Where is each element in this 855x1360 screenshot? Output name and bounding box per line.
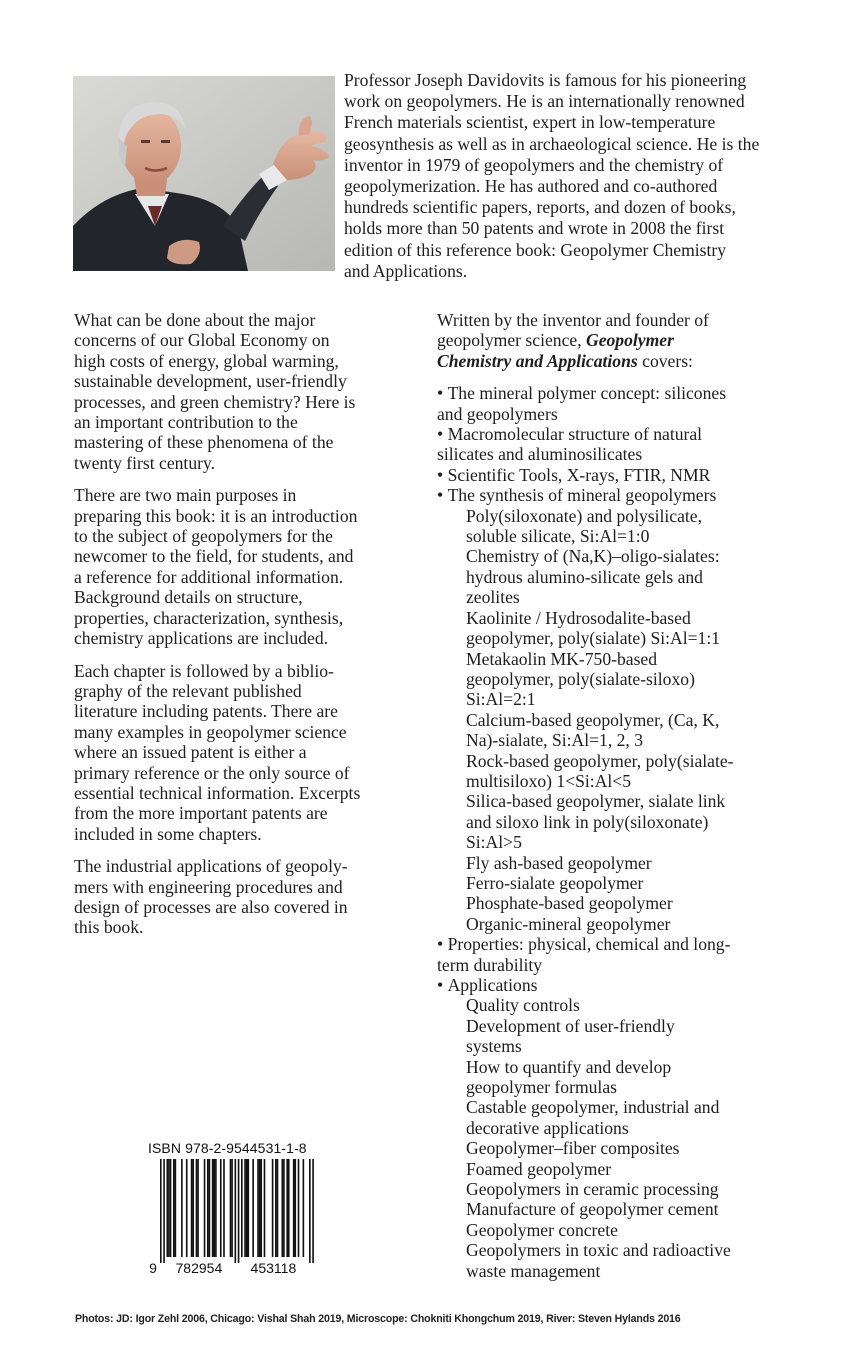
paragraph-line: sustainable development, user-friendly bbox=[74, 371, 347, 392]
isbn-barcode bbox=[148, 1140, 323, 1275]
bio-line: holds more than 50 patents and wrote in 2008 the first bbox=[344, 218, 725, 239]
barcode-bar bbox=[173, 1159, 175, 1257]
description-paragraph bbox=[74, 661, 406, 845]
barcode-icon bbox=[148, 1159, 323, 1275]
bio-line: geopolymerization. He has authored and co-authored bbox=[344, 176, 718, 197]
contents-subitem: Development of user-friendly bbox=[466, 1015, 675, 1036]
bio-line: inventor in 1979 of geopolymers and the chemistry of bbox=[344, 154, 724, 175]
paragraph-line: from the more important patents are bbox=[74, 803, 328, 824]
barcode-bar bbox=[283, 1159, 285, 1257]
barcode-bar bbox=[244, 1159, 246, 1257]
paragraph-line: preparing this book: it is an introduction bbox=[74, 505, 358, 526]
barcode-bar bbox=[241, 1159, 243, 1257]
contents-bullet: • The mineral polymer concept: silicones bbox=[437, 383, 777, 403]
bio-line: hundreds scientific papers, reports, and dozen of books, bbox=[344, 197, 736, 218]
barcode-bar bbox=[212, 1159, 214, 1257]
book-title-cont: Chemistry and Applications bbox=[437, 350, 638, 371]
contents-subitem: geopolymer, poly(sialate-siloxo) bbox=[466, 668, 695, 689]
contents-subitem: How to quantify and develop bbox=[466, 1056, 672, 1077]
barcode-digits: 453118 bbox=[250, 1260, 297, 1275]
barcode-bar bbox=[312, 1159, 314, 1263]
barcode-bar bbox=[160, 1159, 162, 1263]
contents-subitem: Metakaolin MK-750-based bbox=[466, 648, 658, 669]
barcode-bar bbox=[196, 1159, 198, 1257]
barcode-bar bbox=[260, 1159, 262, 1257]
barcode-bar bbox=[247, 1159, 249, 1257]
contents-subitem: Geopolymer concrete bbox=[466, 1219, 618, 1240]
barcode-bar bbox=[286, 1159, 288, 1257]
contents-continuation: term durability bbox=[437, 954, 543, 975]
contents-subitem: Ferro-sialate geopolymer bbox=[466, 872, 644, 893]
contents-subitem: hydrous alumino-silicate gels and bbox=[466, 566, 703, 587]
paragraph-line: What can be done about the major bbox=[74, 310, 316, 330]
barcode-digits: 9 bbox=[149, 1260, 157, 1275]
barcode-bar bbox=[294, 1159, 296, 1257]
barcode-bar bbox=[303, 1159, 305, 1257]
contents-subitem: Poly(siloxonate) and polysilicate, bbox=[466, 505, 703, 526]
paragraph-line: primary reference or the only source of bbox=[74, 762, 350, 783]
contents-subitem: Silica-based geopolymer, sialate link bbox=[466, 791, 726, 812]
barcode-digits: 782954 bbox=[175, 1260, 223, 1275]
paragraph-line: an important contribution to the bbox=[74, 412, 298, 433]
bio-line: Professor Joseph Davidovits is famous for his pioneering bbox=[344, 70, 747, 90]
barcode-bar bbox=[238, 1159, 240, 1263]
paragraph-line: The industrial applications of geopoly- bbox=[74, 856, 348, 877]
contents-subitem: Kaolinite / Hydrosodalite-based bbox=[466, 607, 691, 628]
paragraph-line: mers with engineering procedures and bbox=[74, 876, 343, 897]
paragraph-line: twenty first century. bbox=[74, 452, 216, 473]
barcode-bar bbox=[163, 1159, 165, 1263]
contents-subitem: Phosphate-based geopolymer bbox=[466, 893, 673, 914]
contents-subitem: waste management bbox=[466, 1260, 601, 1281]
contents-intro: Written by the inventor and founder of geopolymer science, Geopolymer Chemistry and Applications covers: bbox=[437, 310, 709, 371]
author-bio bbox=[344, 70, 804, 282]
paragraph-line: this book. bbox=[74, 917, 144, 938]
paragraph-line: Background details on structure, bbox=[74, 587, 303, 608]
barcode-bar bbox=[272, 1159, 274, 1257]
paragraph-line: included in some chapters. bbox=[74, 823, 262, 844]
contents-subitem: Manufacture of geopolymer cement bbox=[466, 1199, 719, 1220]
contents-subitem: systems bbox=[466, 1036, 522, 1057]
isbn-label: ISBN 978-2-9544531-1-8 bbox=[148, 1140, 307, 1156]
contents-bullet: • Applications bbox=[437, 975, 777, 995]
barcode-bar bbox=[231, 1159, 233, 1257]
contents-subitem: Chemistry of (Na,K)–oligo-sialates: bbox=[466, 546, 720, 567]
paragraph-line: where an issued patent is either a bbox=[74, 742, 307, 763]
contents-subitem: decorative applications bbox=[466, 1117, 629, 1138]
barcode-bar bbox=[275, 1159, 277, 1257]
paragraph-line: chemistry applications are included. bbox=[74, 628, 329, 649]
contents-continuation: silicates and aluminosilicates bbox=[437, 444, 643, 465]
contents-subitem: zeolites bbox=[466, 587, 520, 608]
bio-line: work on geopolymers. He is an internationally renowned bbox=[344, 91, 745, 112]
contents-subitem: Rock-based geopolymer, poly(sialate- bbox=[466, 750, 734, 771]
description-paragraph bbox=[74, 485, 406, 648]
description-paragraph bbox=[74, 856, 406, 938]
bio-line: geosynthesis as well as in archaeological science. He is the bbox=[344, 133, 760, 154]
contents-bullet: • Scientific Tools, X-rays, FTIR, NMR bbox=[437, 465, 777, 485]
paragraph-line: literature including patents. There are bbox=[74, 701, 338, 722]
contents-subitem: geopolymer, poly(sialate) Si:Al=1:1 bbox=[466, 628, 721, 649]
paragraph-line: high costs of energy, global warming, bbox=[74, 350, 339, 371]
barcode-bar bbox=[252, 1159, 254, 1257]
barcode-bar bbox=[186, 1159, 188, 1257]
barcode-bar bbox=[277, 1159, 279, 1257]
barcode-bar bbox=[215, 1159, 217, 1257]
contents-subitem: Si:Al>5 bbox=[466, 832, 522, 853]
contents-subitem: Si:Al=2:1 bbox=[466, 689, 536, 710]
paragraph-line: mastering of these phenomena of the bbox=[74, 432, 334, 453]
bio-line: French materials scientist, expert in low-temperature bbox=[344, 112, 716, 133]
contents-bullet: • The synthesis of mineral geopolymers bbox=[437, 485, 777, 505]
barcode-bar bbox=[207, 1159, 209, 1257]
barcode-bar bbox=[257, 1159, 259, 1257]
bio-line: and Applications. bbox=[344, 260, 468, 281]
contents-subitem: Fly ash-based geopolymer bbox=[466, 852, 652, 873]
paragraph-line: properties, characterization, synthesis, bbox=[74, 607, 344, 628]
contents-subitem: Geopolymers in toxic and radioactive bbox=[466, 1240, 731, 1261]
barcode-bar bbox=[191, 1159, 193, 1257]
barcode-bar bbox=[288, 1159, 290, 1257]
paragraph-line: concerns of our Global Economy on bbox=[74, 330, 330, 351]
contents-bullet: • Properties: physical, chemical and long- bbox=[437, 934, 777, 954]
barcode-bar bbox=[175, 1159, 177, 1257]
barcode-bar bbox=[204, 1159, 206, 1257]
bio-line: edition of this reference book: Geopolymer Chemistry bbox=[344, 239, 727, 260]
barcode-bar bbox=[246, 1159, 248, 1257]
barcode-bar bbox=[309, 1159, 311, 1263]
barcode-bar bbox=[192, 1159, 194, 1257]
book-title: Geopolymer bbox=[586, 330, 674, 351]
barcode-bar bbox=[220, 1159, 222, 1257]
contents-continuation: and geopolymers bbox=[437, 403, 558, 424]
paragraph-line: essential technical information. Excerpts bbox=[74, 782, 361, 803]
barcode-bar bbox=[298, 1159, 300, 1257]
paragraph-line: newcomer to the field, for students, and bbox=[74, 546, 354, 567]
contents-subitem: and siloxo link in poly(siloxonate) bbox=[466, 811, 709, 832]
barcode-bar bbox=[213, 1159, 215, 1257]
contents-subitem: geopolymer formulas bbox=[466, 1077, 617, 1098]
paragraph-line: processes, and green chemistry? Here is bbox=[74, 391, 356, 412]
description-paragraph bbox=[74, 310, 406, 473]
barcode-bar bbox=[170, 1159, 172, 1257]
author-portrait-icon bbox=[73, 76, 335, 271]
contents-subitem: Quality controls bbox=[466, 995, 580, 1016]
paragraph-line: to the subject of geopolymers for the bbox=[74, 526, 333, 547]
contents-subitem: Geopolymers in ceramic processing bbox=[466, 1179, 719, 1200]
contents-subitem: Na)-sialate, Si:Al=1, 2, 3 bbox=[466, 730, 644, 751]
barcode-bar bbox=[181, 1159, 183, 1257]
description-column bbox=[74, 310, 406, 950]
barcode-bar bbox=[264, 1159, 266, 1257]
author-photo bbox=[73, 76, 335, 271]
barcode-bar bbox=[168, 1159, 170, 1257]
contents-subitem: Foamed geopolymer bbox=[466, 1158, 612, 1179]
barcode-bar bbox=[166, 1159, 168, 1257]
contents-bullet: • Macromolecular structure of natural bbox=[437, 424, 777, 444]
barcode-bar bbox=[209, 1159, 211, 1257]
contents-subitem: Castable geopolymer, industrial and bbox=[466, 1097, 720, 1118]
barcode-bar bbox=[282, 1159, 284, 1257]
contents-subitem: Geopolymer–fiber composites bbox=[466, 1138, 680, 1159]
barcode-bar bbox=[259, 1159, 261, 1257]
paragraph-line: design of processes are also covered in bbox=[74, 896, 348, 917]
paragraph-line: There are two main purposes in bbox=[74, 485, 297, 506]
paragraph-line: Each chapter is followed by a biblio- bbox=[74, 660, 334, 681]
contents-list bbox=[437, 383, 777, 1281]
paragraph-line: many examples in geopolymer science bbox=[74, 721, 347, 742]
barcode-bar bbox=[293, 1159, 295, 1257]
photo-credits: Photos: JD: Igor Zehl 2006, Chicago: Vishal Shah 2019, Microscope: Chokniti Khongchum 2019, River: Steven Hylands 2016 bbox=[75, 1313, 681, 1325]
contents-subitem: Calcium-based geopolymer, (Ca, K, bbox=[466, 709, 720, 730]
contents-subitem: soluble silicate, Si:Al=1:0 bbox=[466, 526, 650, 547]
contents-subitem: Organic-mineral geopolymer bbox=[466, 913, 671, 934]
barcode-bar bbox=[235, 1159, 237, 1263]
contents-subitem: multisiloxo) 1<Si:Al<5 bbox=[466, 770, 632, 791]
paragraph-line: graphy of the relevant published bbox=[74, 680, 302, 701]
barcode-bar bbox=[197, 1159, 199, 1257]
barcode-bar bbox=[230, 1159, 232, 1257]
paragraph-line: a reference for additional information. bbox=[74, 566, 344, 587]
barcode-bar bbox=[223, 1159, 225, 1257]
contents-column bbox=[437, 310, 777, 1281]
